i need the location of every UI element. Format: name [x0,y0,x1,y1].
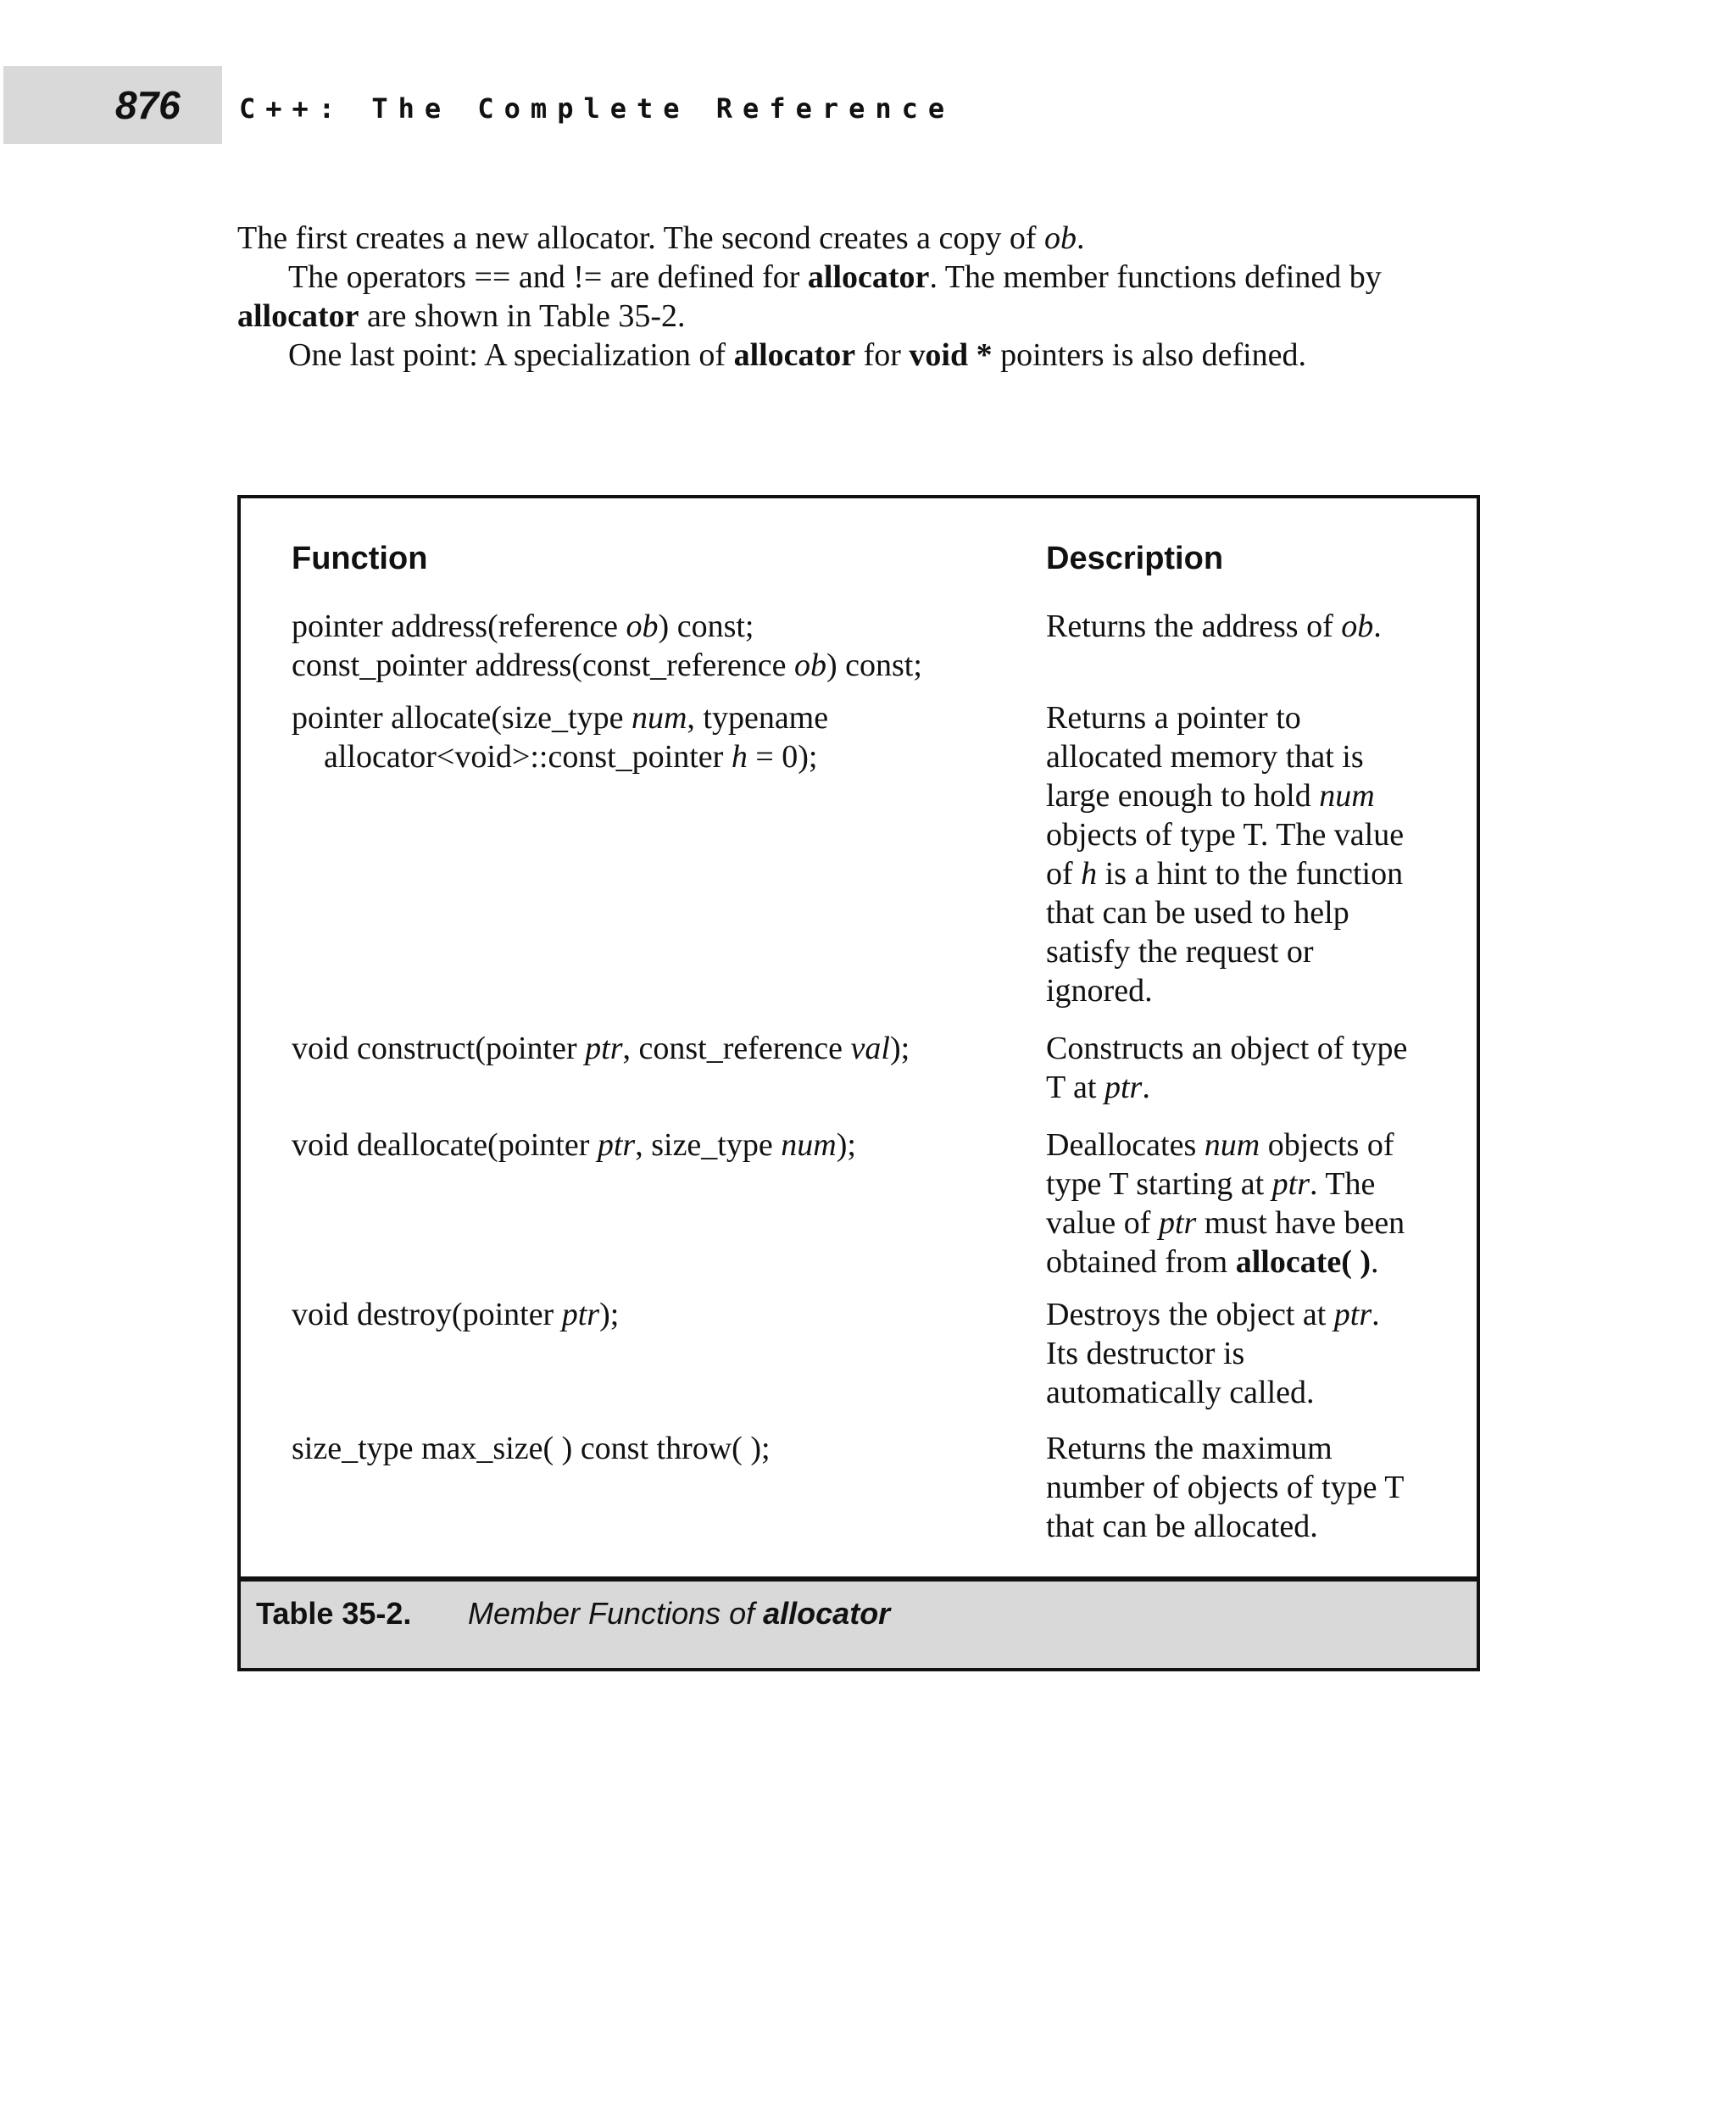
text: pointer allocate(size_type [292,700,632,736]
line: that can be allocated. [1046,1509,1318,1544]
table-caption-bar [241,1576,1477,1668]
line [292,1295,1021,1334]
line [292,698,1021,737]
line [292,607,1021,646]
table-row-max-size-description [1046,1429,1453,1546]
text: Deallocates [1046,1127,1205,1163]
text-italic: ob [1341,609,1374,644]
text: void construct(pointer [292,1031,586,1066]
text: ); [599,1297,620,1332]
text-bold: allocate( ) [1235,1244,1372,1280]
text-italic: num [1204,1127,1260,1163]
table-row-address-function [292,607,1021,685]
text: large enough to hold [1046,778,1320,814]
table-row-allocate-description [1046,698,1453,1010]
line [1046,1126,1453,1165]
line: satisfy the request or [1046,934,1314,970]
text-italic: num [1319,778,1375,814]
text: . [1077,220,1085,256]
table-content [244,502,1473,1570]
line [1046,1165,1453,1204]
text: must have been [1196,1205,1405,1241]
text-italic: ptr [561,1297,600,1332]
text: void deallocate(pointer [292,1127,598,1163]
text: . The member functions defined by [929,259,1382,295]
text: for [855,337,910,373]
column-header-function: Function [292,541,428,576]
text: T at [1046,1070,1104,1105]
text-italic: ptr [1158,1205,1197,1241]
text-italic: ptr [1271,1166,1310,1202]
line [1046,1068,1453,1107]
table-row-max-size-function [292,1429,1021,1468]
line: Constructs an object of type [1046,1031,1408,1066]
text: = 0); [747,739,818,775]
paragraph-2 [237,258,1475,336]
text: are shown in Table 35-2. [359,298,686,334]
text: ); [889,1031,910,1066]
line [1046,854,1453,893]
table-caption-title [468,1595,890,1632]
text: pointer address(reference [292,609,626,644]
text: . [1142,1070,1150,1105]
text: pointers is also defined. [992,337,1307,373]
text-bold: allocator [733,337,856,373]
line [1046,607,1453,646]
table-row-address-description [1046,607,1453,646]
text-italic: num [631,700,687,736]
text-italic: ptr [1333,1297,1372,1332]
table-row-destroy-function [292,1295,1021,1334]
running-head: C++: The Complete Reference [239,92,955,125]
text-italic: ptr [585,1031,623,1066]
text-italic: ob [793,648,826,683]
table-caption-label: Table 35-2. [256,1596,412,1631]
table-row-construct-description [1046,1029,1453,1107]
text: Returns the address of [1046,609,1342,644]
text: value of [1046,1205,1159,1241]
text-bold: allocator [807,259,930,295]
text: type T starting at [1046,1166,1272,1202]
text: . The [1310,1166,1376,1202]
text: ); [836,1127,856,1163]
text: . [1372,1297,1380,1332]
text: of [1046,856,1082,892]
text-italic: h [731,739,748,775]
text-italic: h [1081,856,1098,892]
paragraph-3 [237,336,1475,375]
line: number of objects of type T [1046,1470,1405,1505]
text-italic: ob [1044,220,1077,256]
text: is a hint to the function [1097,856,1404,892]
text: ) const; [658,609,754,644]
text: . [1373,609,1382,644]
text: ) const; [826,648,922,683]
text-italic: ob [626,609,659,644]
text: The first creates a new allocator. The second creates a copy of [237,220,1045,256]
table-row-construct-function [292,1029,1021,1068]
line [292,737,1021,776]
line: allocated memory that is [1046,739,1364,775]
text: , typename [687,700,829,736]
text-italic: ptr [597,1127,636,1163]
line: Its destructor is [1046,1336,1245,1371]
text: Member Functions of [468,1596,764,1631]
line [292,1029,1021,1068]
member-functions-table [237,495,1480,1671]
line [1046,776,1453,815]
text: , const_reference [622,1031,851,1066]
text-bold: allocator [237,298,359,334]
text: allocator<void>::const_pointer [324,739,732,775]
table-row-deallocate-description [1046,1126,1453,1281]
line: objects of type T. The value [1046,817,1405,853]
text: . [1371,1244,1379,1280]
text: const_pointer address(const_reference [292,648,794,683]
text-italic: ptr [1104,1070,1143,1105]
line [292,1126,1021,1165]
paragraph-1 [237,219,1475,258]
line: that can be used to help [1046,895,1349,931]
table-row-allocate-function [292,698,1021,776]
text: One last point: A specialization of [288,337,734,373]
line: automatically called. [1046,1375,1315,1410]
line [1046,1295,1453,1334]
text-bold: allocator [763,1596,891,1631]
line [1046,1243,1453,1281]
header-tab [3,66,222,144]
table-row-deallocate-function [292,1126,1021,1165]
text: obtained from [1046,1244,1236,1280]
table-row-destroy-description [1046,1295,1453,1412]
page-number: 876 [115,83,181,127]
line: Returns a pointer to [1046,700,1301,736]
text-italic: val [850,1031,890,1066]
text: , size_type [635,1127,782,1163]
text: Destroys the object at [1046,1297,1334,1332]
line: ignored. [1046,973,1153,1009]
body-text [237,219,1475,375]
text-italic: num [781,1127,837,1163]
line: Returns the maximum [1046,1431,1333,1466]
text: objects of [1260,1127,1394,1163]
text: The operators == and != are defined for [288,259,808,295]
line [292,646,1021,685]
text: void destroy(pointer [292,1297,562,1332]
column-header-description: Description [1046,541,1224,576]
line [1046,1204,1453,1243]
text-bold: void * [909,337,993,373]
line: size_type max_size( ) const throw( ); [292,1431,771,1466]
